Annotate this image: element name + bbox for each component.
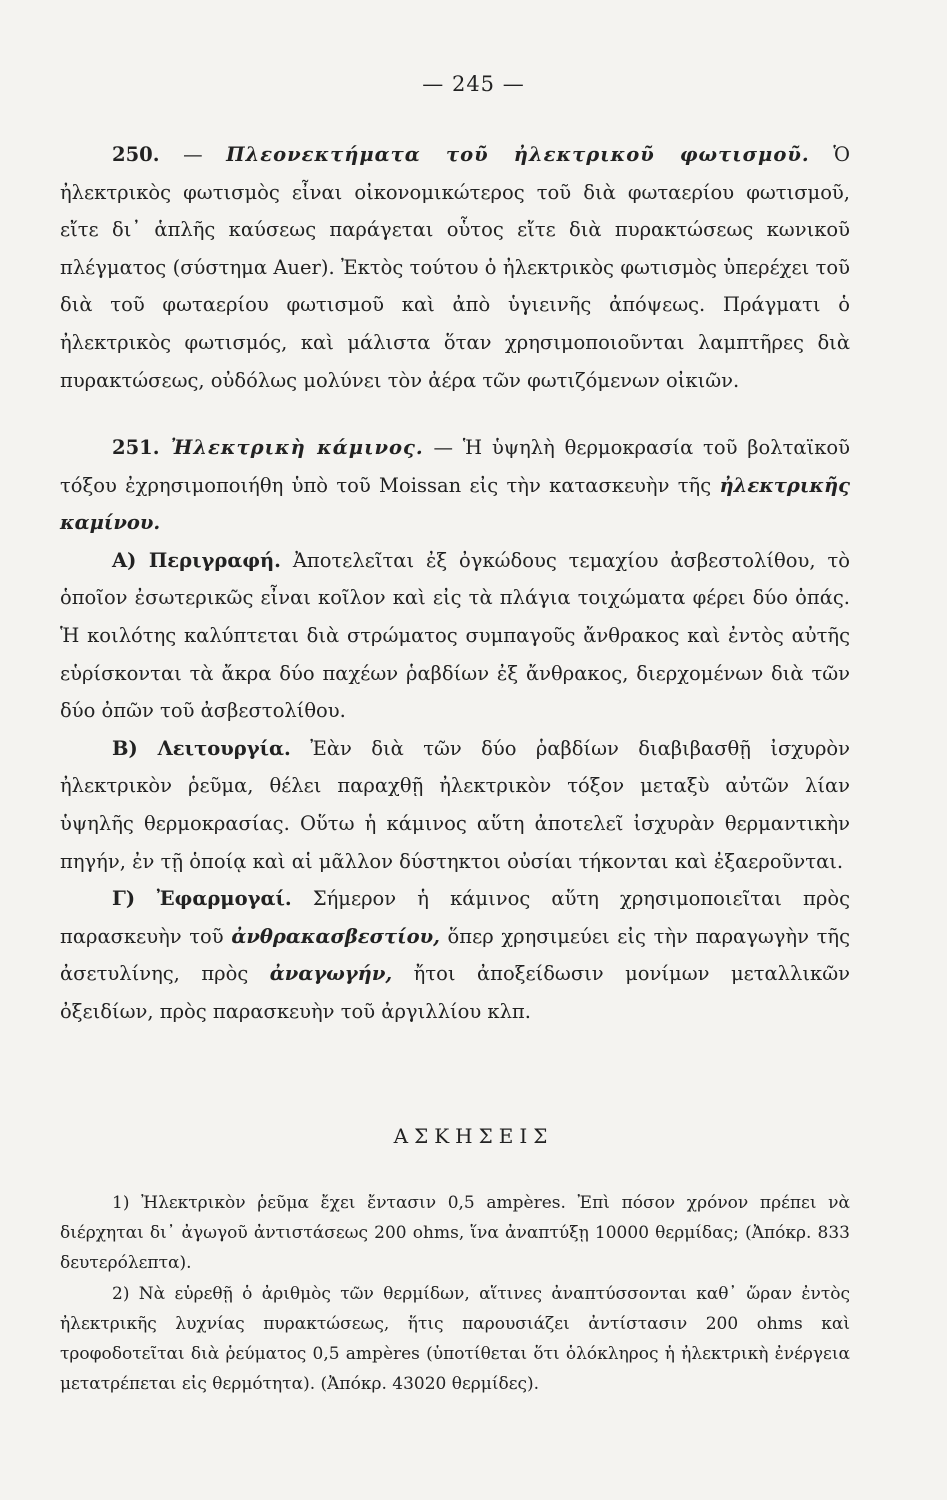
applications-text-2: ὅπερ χρησιμεύει εἰς τὴν παραγωγὴν τῆς ἀσετυλίνης, πρὸς [60, 924, 851, 986]
section-251-intro-text: — Ἡ ὑψηλὴ θερμοκρασία τοῦ βολταϊκοῦ τόξου ἐχρησιμοποιήθη ὑπὸ τοῦ Moissan εἰς τὴν κατασκευὴν τῆς [60, 436, 850, 497]
section-251-intro-emphasis: ἠλεκτρικῆς καμίνου. [60, 473, 850, 535]
operation-label: Β) Λειτουργία. [112, 736, 291, 760]
page-number: — 245 — [422, 72, 525, 96]
applications-text-1: Σήμερον ἡ κάμινος αὕτη χρησιμοποιεῖται πρὸς παρασκευὴν τοῦ [60, 887, 850, 948]
section-251-intro [60, 429, 850, 542]
section-251 [60, 429, 850, 1031]
applications-text-3: ἤτοι ἀποξείδωσιν μονίμων μεταλλικῶν ὀξειδίων, πρὸς παρασκευὴν τοῦ ἀργιλλίου κλπ. [60, 962, 850, 1023]
section-250-body: Ὁ ἠλεκτρικὸς φωτισμὸς εἶναι οἰκονομικώτερος τοῦ διὰ φωταερίου φωτισμοῦ, εἴτε δι᾽ ἁπλῆς καύσεως παράγεται οὗτος εἴτε διὰ πυρακτώσεως κωνικοῦ πλέγματος (σύστημα Auer). Ἐκτὸς τούτου ὁ ἠλεκτρικὸς φωτισμὸς ὑπερέχει τοῦ διὰ τοῦ φωταερίου φωτισμοῦ καὶ ἀπὸ ὑγιεινῆς ἀπόψεως. Πράγματι ὁ ἠλεκτρικὸς φωτισμός, καὶ μάλιστα ὅταν χρησιμοποιοῦνται λαμπτῆρες διὰ πυρακτώσεως, οὐδόλως μολύνει τὸν ἀέρα τῶν φωτιζόμενων οἰκιῶν. [60, 143, 850, 392]
section-250-paragraph [60, 136, 850, 399]
section-251-operation [60, 730, 850, 880]
exercises-list [60, 1188, 850, 1399]
applications-emphasis-2: ἀναγωγήν, [269, 962, 393, 986]
applications-label: Γ) Ἐφαρμογαί. [112, 887, 292, 911]
operation-text: Ἐὰν διὰ τῶν δύο ῥαβδίων διαβιβασθῇ ἰσχυρὸν ἠλεκτρικὸν ῥεῦμα, θέλει παραχθῇ ἠλεκτρικὸν τόξον μεταξὺ αὐτῶν λίαν ὑψηλῆς θερμοκρασίας. Οὕτω ἡ κάμινος αὕτη ἀποτελεῖ ἰσχυρὰν θερμαντικὴν πηγήν, ἐν τῇ ὁποίᾳ καὶ αἱ μᾶλλον δύστηκτοι οὐσίαι τήκονται καὶ ἐξαεροῦνται. [60, 736, 850, 873]
exercises-title: ΑΣΚΗΣΕΙΣ [393, 1124, 554, 1148]
exercise-item-2: 2) Νὰ εὑρεθῇ ὁ ἀριθμὸς τῶν θερμίδων, αἵτινες ἀναπτύσσονται καθ᾽ ὥραν ἐντὸς ἠλεκτρικῆς λυχνίας πυρακτώσεως, ἥτις παρουσιάζει ἀντίστασιν 200 ohms καὶ τροφοδοτεῖται διὰ ῥεύματος 0,5 ampères (ὑποτίθεται ὅτι ὁλόκληρος ἡ ἠλεκτρικὴ ἐνέργεια μετατρέπεται εἰς θερμότητα). (Ἀπόκρ. 43020 θερμίδες). [60, 1283, 850, 1395]
section-250-title: Πλεονεκτήματα τοῦ ἠλεκτρικοῦ φωτισμοῦ. [226, 143, 810, 166]
section-251-applications [60, 880, 850, 1030]
applications-emphasis-1: ἀνθρακασβεστίου, [231, 924, 440, 948]
section-250-dash: — [159, 143, 227, 166]
section-250 [60, 136, 850, 399]
section-251-description [60, 542, 850, 730]
exercise-item-1: 1) Ἠλεκτρικὸν ῥεῦμα ἔχει ἔντασιν 0,5 ampères. Ἐπὶ πόσον χρόνον πρέπει νὰ διέρχηται δι᾽ ἀγωγοῦ ἀντιστάσεως 200 ohms, ἵνα ἀναπτύξῃ 10000 θερμίδας; (Ἀπόκρ. 833 δευτερόλεπτα). [60, 1193, 850, 1274]
section-250-number: 250. [112, 143, 160, 166]
section-251-number: 251. [112, 436, 160, 459]
description-text: Ἀποτελεῖται ἐξ ὀγκώδους τεμαχίου ἀσβεστολίθου, τὸ ὁποῖον ἐσωτερικῶς εἶναι κοῖλον καὶ εἰς τὰ πλάγια τοιχώματα φέρει δύο ὀπάς. Ἡ κοιλότης καλύπτεται διὰ στρώματος συμπαγοῦς ἄνθρακος καὶ ἐντὸς αὐτῆς εὑρίσκονται τὰ ἄκρα δύο παχέων ῥαβδίων ἐξ ἄνθρακος, διερχομένων διὰ τῶν δύο ὀπῶν τοῦ ἀσβεστολίθου. [60, 548, 850, 723]
section-251-title: Ἠλεκτρικὴ κάμινος. [159, 436, 424, 459]
description-label: Α) Περιγραφή. [112, 548, 281, 572]
